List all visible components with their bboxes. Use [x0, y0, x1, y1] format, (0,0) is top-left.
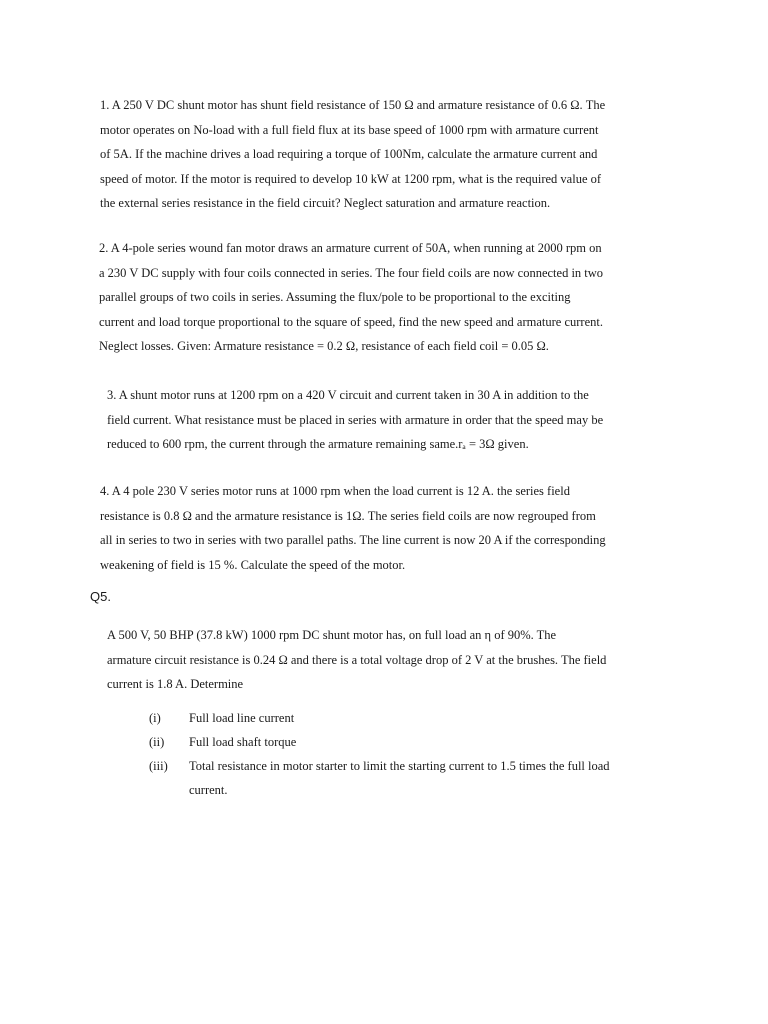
question-1-line: speed of motor. If the motor is required to develop 10 kW at 1200 rpm, what is the required value of — [100, 171, 602, 186]
question-5-subitem — [149, 754, 669, 802]
subitem-number: (ii) — [149, 735, 165, 749]
question-4-line: resistance is 0.8 Ω and the armature resistance is 1Ω. The series field coils are now regrouped from — [100, 508, 596, 523]
question-2-line: parallel groups of two coils in series. Assuming the flux/pole to be proportional to the exciting — [99, 290, 571, 304]
question-2 — [99, 236, 659, 359]
question-5-intro — [107, 623, 652, 697]
question-4-line: 4. A 4 pole 230 V series motor runs at 1000 rpm when the load current is 12 A. the series field — [100, 484, 570, 498]
subitem-text-continued: current. — [189, 783, 228, 797]
question-1-line: the external series resistance in the field circuit? Neglect saturation and armature reaction. — [100, 196, 551, 210]
question-2-line: 2. A 4-pole series wound fan motor draws an armature current of 50A, when running at 2000 rpm on — [99, 241, 602, 255]
question-5-line: A 500 V, 50 BHP (37.8 kW) 1000 rpm DC shunt motor has, on full load an η of 90%. The — [107, 628, 557, 642]
subitem-number: (i) — [149, 711, 161, 725]
question-2-line: current and load torque proportional to the square of speed, find the new speed and armature current. — [99, 314, 603, 329]
question-2-line: Neglect losses. Given: Armature resistance = 0.2 Ω, resistance of each field coil = 0.05 Ω. — [99, 339, 549, 353]
question-1 — [100, 93, 640, 216]
subitem-number: (iii) — [149, 759, 168, 773]
question-5-line: armature circuit resistance is 0.24 Ω and there is a total voltage drop of 2 V at the brushes. The field — [107, 652, 607, 667]
question-3-line: 3. A shunt motor runs at 1200 rpm on a 420 V circuit and current taken in 30 A in addition to the — [107, 388, 589, 402]
question-4-line: weakening of field is 15 %. Calculate the speed of the motor. — [100, 557, 406, 572]
question-5-subitem — [149, 706, 669, 730]
question-2-line: a 230 V DC supply with four coils connected in series. The four field coils are now connected in two — [99, 265, 604, 280]
question-1-line: motor operates on No-load with a full field flux at its base speed of 1000 rpm with armature current — [100, 122, 599, 137]
question-5-line: current is 1.8 A. Determine — [107, 677, 244, 691]
question-3 — [107, 383, 652, 457]
question-4-line: all in series to two in series with two parallel paths. The line current is now 20 A if the corresponding — [100, 533, 606, 547]
subitem-text: Full load shaft torque — [189, 735, 297, 749]
question-4 — [100, 479, 640, 577]
question-1-line: of 5A. If the machine drives a load requiring a torque of 100Nm, calculate the armature current and — [100, 147, 598, 161]
question-3-line: field current. What resistance must be placed in series with armature in order that the speed may be — [107, 412, 604, 427]
question-1-line: 1. A 250 V DC shunt motor has shunt field resistance of 150 Ω and armature resistance of 0.6 Ω. The — [100, 98, 606, 112]
question-5-subitem — [149, 730, 669, 754]
question-3-line: reduced to 600 rpm, the current through the armature remaining same.rₐ = 3Ω given. — [107, 437, 529, 451]
subitem-text: Full load line current — [189, 711, 295, 725]
subitem-text: Total resistance in motor starter to limit the starting current to 1.5 times the full load — [189, 759, 610, 773]
question-5-label: Q5. — [90, 589, 111, 604]
